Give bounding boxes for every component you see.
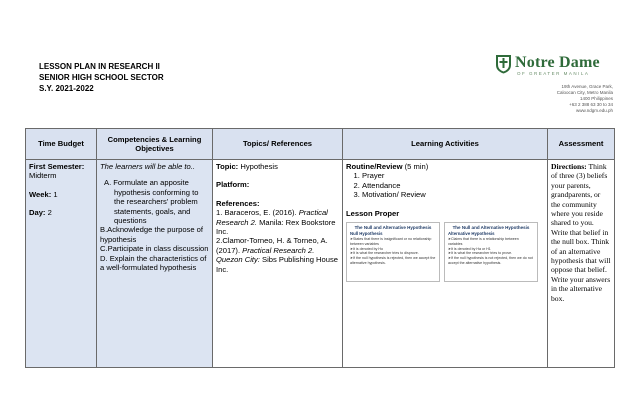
slide-thumbnails [346, 222, 544, 282]
address-line: Caloocan City, Metro Manila [556, 90, 613, 95]
school-address [503, 84, 613, 114]
header-assessment: Assessment [548, 129, 615, 160]
competencies-cell [97, 160, 213, 368]
competencies-intro: The learners will be able to.. [100, 162, 195, 171]
logo-name: Notre Dame [515, 54, 600, 71]
objective-d: D. Explain the characteristics of a well-formulated hypothesis [100, 253, 207, 273]
slide-bullet: ➤It is denoted by Ha or H1 [448, 246, 491, 251]
address-website: www.ndgm.edu.ph [575, 108, 613, 113]
routine-time: (5 min) [402, 162, 429, 171]
topics-cell [213, 160, 343, 368]
topic-row [216, 162, 339, 171]
assessment-text: Think of three (3) beliefs your parents, grandparents, or the community where you reside shared to you. Write that belief in the null box. Think of an alternative hypothesis that will oppose that belief. Write your answers in the alternative box. [551, 162, 611, 303]
seal-icon [495, 54, 512, 74]
week-value: 1 [53, 189, 58, 199]
lesson-plan-table [25, 128, 615, 368]
week-row [29, 190, 93, 199]
routine-label: Routine/Review [346, 162, 403, 171]
logo-subtitle: OF GREATER MANILA [517, 71, 590, 76]
slide-bullet: ➤If the null hypothesis is rejected, then we accept the alternative hypothesis. [350, 256, 436, 266]
slide-bullet: ➤It is what the researcher tries to prove. [448, 251, 513, 256]
header-time-budget: Time Budget [26, 129, 97, 160]
address-phone: +63 2 388 63 30 to 34 [569, 102, 613, 107]
topic-value: Hypothesis [240, 162, 278, 171]
header-competencies: Competencies & Learning Objectives [97, 129, 213, 160]
day-value: 2 [47, 208, 52, 218]
reference-1-authors: 1. Baraceros, E. (2016). [216, 208, 299, 218]
table-header-row [26, 129, 615, 160]
references-label: References: [216, 198, 260, 208]
assessment-cell [548, 160, 615, 368]
reference-1-title: Practical Research 2. [216, 208, 328, 227]
day-label: Day: [29, 208, 46, 218]
slide-bullet: ➤Claims that there is a relationship between variables [448, 237, 519, 246]
reference-2 [216, 236, 339, 274]
reference-1-publisher: Manila: Rex Bookstore Inc. [216, 217, 336, 237]
document-header [39, 61, 164, 94]
address-line: 1400 Philippines [579, 96, 613, 101]
week-label: Week: [29, 189, 52, 199]
table-row [26, 160, 615, 368]
slide-bullet: ➤It is denoted by Ho [350, 246, 383, 251]
header-school-year: S.Y. 2021-2022 [39, 84, 94, 93]
slide-bullet: ➤If the null hypothesis is not rejected, then we do not accept the alternative hypothesis. [448, 256, 533, 266]
reference-1 [216, 208, 339, 236]
reference-2-title: Practical Research 2. Quezon City: [216, 245, 315, 265]
activities-cell [343, 160, 548, 368]
slide-title: The Null and Alternative Hypothesis [452, 225, 530, 231]
topic-label: Topic: [216, 162, 239, 171]
address-line: 19th Avenue, Grace Park, [561, 84, 613, 89]
reference-2-authors: 2.Clamor-Torneo, H. & Torneo, A. (2017). [216, 236, 328, 255]
assessment-label: Directions: [551, 162, 587, 171]
list-item: 1. Prayer [362, 171, 544, 180]
objective-a: A. Formulate an apposite hypothesis conforming to the researchers' problem statements, goals, and questions [104, 178, 199, 226]
slide-bullet: ➤It is what the researcher tries to disprove. [350, 251, 419, 256]
slide-title: The Null and Alternative Hypothesis [354, 225, 432, 231]
routine-list [346, 171, 544, 199]
time-budget-cell [26, 160, 97, 368]
header-activities: Learning Activities [343, 129, 548, 160]
slide-alternative-hypothesis [444, 222, 538, 282]
reference-2-publisher: Sibs Publishing House Inc. [216, 255, 338, 274]
slide-bullet: ➤States that there is insignificant or no relationship between variables [350, 237, 432, 246]
header-sector: SENIOR HIGH SCHOOL SECTOR [39, 73, 164, 82]
slide-subtitle: Alternative Hypothesis [448, 231, 495, 237]
objective-c: C.Participate in class discussion [100, 244, 209, 254]
slide-null-hypothesis [346, 222, 440, 282]
platform-label: Platform: [216, 180, 250, 190]
slide-subtitle: Null Hypothesis [350, 231, 383, 237]
term-value: Midterm [29, 171, 57, 181]
list-item: 3. Motivation/ Review [362, 190, 544, 199]
day-row [29, 208, 93, 217]
lesson-proper-label: Lesson Proper [346, 208, 400, 218]
routine-heading [346, 162, 544, 171]
objective-b: B.Acknowledge the purpose of hypothesis [100, 225, 204, 244]
header-title: LESSON PLAN IN RESEARCH II [39, 62, 160, 71]
semester-label: First Semester: [29, 162, 85, 171]
header-topics: Topics/ References [213, 129, 343, 160]
list-item: 2. Attendance [362, 181, 544, 190]
